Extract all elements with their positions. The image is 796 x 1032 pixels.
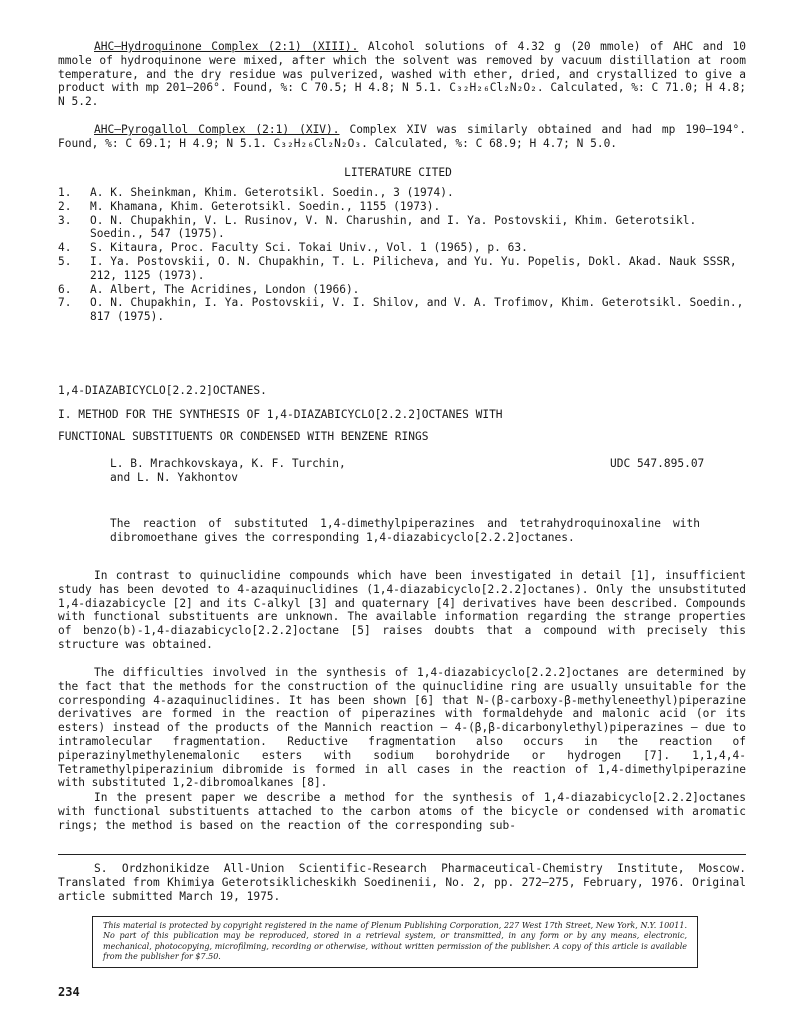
literature-cited-heading: LITERATURE CITED [344,166,452,179]
reference-item: 2. M. Khamana, Khim. Geterotsikl. Soedin., 1155 (1973). [58,199,441,213]
reference-item: 1. A. K. Sheinkman, Khim. Geterotsikl. Soedin., 3 (1974). [58,186,454,199]
authors-line-2: and L. N. Yakhontov [110,471,238,484]
text-complex-xiv: Complex XIV was similarly obtained and had mp 190–194°. Found, %: C 69.1; H 4.9; N 5.1. C₃₂H₂₆Cl₂N₂O₃. Calculated, %: C 68.9; H 4.7; N 5.0. [58,123,746,150]
text-complex-xiii: Alcohol solutions of 4.32 g (20 mmole) of AHC and 10 mmole of hydroquinone were mixed, after which the solvent was removed by vacuum distillation at room temperature, and the dry residue was pulverized, washed with ether, dried, and crystallized to give a product with mp 201–206°. Found, %: C 70.5; H 4.8; N 5.1. C₃₂H₂₆Cl₂N₂O₂. Calculated, %: C 71.0; H 4.8; N 5.2. [58,40,746,109]
reference-item: 7. O. N. Chupakhin, I. Ya. Postovskii, V. I. Shilov, and V. A. Trofimov, Khim. Geterotsikl. Soedin., 817 (1975). [58,296,744,324]
body-paragraph-3: In the present paper we describe a method for the synthesis of 1,4-diazabicyclo[2.2.2]octanes with functional substituents attached to the carbon atoms of the bicycle or condensed with aromatic rings; the method is based on the reaction of the corresponding sub- [58,791,746,832]
reference-item: 4. S. Kitaura, Proc. Faculty Sci. Tokai Univ., Vol. 1 (1965), p. 63. [58,241,528,255]
body-paragraph-1: In contrast to quinuclidine compounds which have been investigated in detail [1], insufficient study has been devoted to 4-azaquinuclidines (1,4-diazabicyclo[2.2.2]octanes). Only the unsubstituted 1,4-diazabicycle [2] and its C-alkyl [3] and quaternary [4] derivatives have been described. Compounds with functional substituents are unknown. The available information regarding the strange properties of benzo(b)-1,4-diazabicyclo[2.2.2]octane [5] raises doubts that a compound with precisely this structure was obtained. [58,569,746,651]
paragraph-complex-xiii [58,40,746,109]
reference-item: 3. O. N. Chupakhin, V. L. Rusinov, V. N. Charushin, and I. Ya. Postovskii, Khim. Geterotsikl. Soedin., 547 (1975). [58,213,697,241]
footnote-affiliation: S. Ordzhonikidze All-Union Scientific-Research Pharmaceutical-Chemistry Institute, Moscow. Translated from Khimiya Geterotsiklicheskikh Soedinenii, No. 2, pp. 272–275, February, 1976. Original article submitted March 19, 1975. [58,862,746,903]
footnote-divider [58,854,746,855]
article-title-line-1: 1,4-DIAZABICYCLO[2.2.2]OCTANES. [58,384,267,397]
article-title-line-2: I. METHOD FOR THE SYNTHESIS OF 1,4-DIAZABICYCLO[2.2.2]OCTANES WITH [58,408,503,421]
copyright-notice-text: This material is protected by copyright registered in the name of Plenum Publishing Corporation, 227 West 17th Street, New York, N.Y. 10011. No part of this publication may be reproduced, stored in a retrieval system, or transmitted, in any form or by any means, electronic, mechanical, photocopying, microfilming, recording or otherwise, without written permission of the publisher. A copy of this article is available from the publisher for $7.50. [103,921,687,962]
heading-complex-xiii: AHC–Hydroquinone Complex (2:1) (XIII). [94,40,359,53]
authors-line-1: L. B. Mrachkovskaya, K. F. Turchin, [110,457,346,470]
udc-code: UDC 547.895.07 [610,457,705,470]
abstract: The reaction of substituted 1,4-dimethylpiperazines and tetrahydroquinoxaline with dibromoethane gives the corresponding 1,4-diazabicyclo[2.2.2]octanes. [110,517,700,544]
copyright-notice-box [92,916,698,968]
reference-item: 6. A. Albert, The Acridines, London (1966). [58,282,360,296]
article-title-line-3: FUNCTIONAL SUBSTITUENTS OR CONDENSED WITH BENZENE RINGS [58,430,429,443]
reference-list [58,186,748,324]
body-paragraph-2: The difficulties involved in the synthesis of 1,4-diazabicyclo[2.2.2]octanes are determined by the fact that the methods for the construction of the quinuclidine ring are usually unsuitable for the corresponding 4-azaquinuclidines. It has been shown [6] that N-(β-carboxy-β-methyleneethyl)piperazine derivatives are formed in the reaction of piperazines with formaldehyde and malonic acid (or its esters) instead of the products of the Mannich reaction — 4-(β,β-dicarbonylethyl)piperazines — due to intramolecular fragmentation. Reductive fragmentation also occurs in the reaction of piperazinylmethylenemalonic esters with sodium borohydride or hydrogen [7]. 1,1,4,4-Tetramethylpiperazinium dibromide is formed in all cases in the reaction of 1,4-dimethylpiperazine with substituted 1,2-dibromoalkanes [8]. [58,666,746,790]
page-number: 234 [58,985,80,999]
heading-complex-xiv: AHC–Pyrogallol Complex (2:1) (XIV). [94,123,340,136]
reference-item: 5. I. Ya. Postovskii, O. N. Chupakhin, T. L. Pilicheva, and Yu. Yu. Popelis, Dokl. Akad. Nauk SSSR, 212, 1125 (1973). [58,254,737,282]
paragraph-complex-xiv [58,123,746,151]
